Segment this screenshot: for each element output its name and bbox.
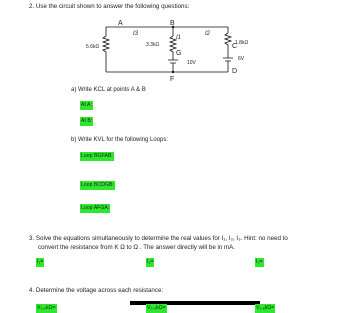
- node-d-label: D: [232, 68, 238, 75]
- loop-bgfab-answer[interactable]: Loop BGFAB:: [81, 153, 113, 159]
- kcl-at-a-answer[interactable]: At A:: [81, 102, 92, 108]
- v-1-8k-answer[interactable]: V₁.₈kΩ=: [256, 305, 275, 311]
- resistor-1-8k-label: 1.8kΩ: [235, 40, 249, 46]
- i1-answer[interactable]: I₁=: [37, 259, 44, 265]
- node-a-label: A: [118, 20, 123, 27]
- i3-answer[interactable]: I₃=: [256, 259, 263, 265]
- question-2-prompt: 2. Use the circuit shown to answer the following questions:: [29, 3, 190, 10]
- node-b-label: B: [170, 20, 175, 27]
- question-3-line-1: 3. Solve the equations simultaneously to determine the real values for I₁, I₂, I₃. Hint: no need to: [29, 235, 288, 242]
- loop-afga-answer[interactable]: Loop AFGA:: [81, 205, 110, 211]
- question-3-line-2: convert the resistance from K Ω to Ω . The answer directly will be in mA.: [38, 244, 236, 251]
- v-5-6k-answer[interactable]: V₅.₆kΩ=: [37, 305, 56, 311]
- battery-6v-label: 6V: [238, 56, 245, 62]
- resistor-5-6k-label: 5.6kΩ: [86, 44, 100, 50]
- node-f-label: F: [170, 76, 175, 83]
- current-i3-label: I3: [133, 31, 139, 37]
- resistor-1-8k: [225, 27, 231, 52]
- i2-answer[interactable]: I₂=: [147, 259, 154, 265]
- part-b-heading: b) Write KVL for the following Loops:: [71, 137, 169, 143]
- current-i1-label: I1: [176, 35, 182, 41]
- resistor-3-3k-label: 3.3kΩ: [146, 42, 160, 48]
- resistor-5-6k: [103, 27, 109, 72]
- node-c-label: C: [232, 43, 238, 50]
- kcl-at-b-answer[interactable]: At B:: [81, 118, 93, 124]
- loop-bcdgb-answer[interactable]: Loop BCDGB:: [81, 182, 114, 188]
- part-a-heading: a) Write KCL at points A & B: [71, 87, 146, 93]
- v-3-3k-answer[interactable]: V₃.₃kΩ=: [147, 305, 166, 311]
- node-g-label: G: [176, 50, 182, 57]
- current-i2-label: I2: [205, 31, 211, 37]
- battery-10v-label: 10V: [187, 60, 196, 66]
- battery-10v: [168, 56, 178, 72]
- question-4-prompt: 4. Determine the voltage across each resistance:: [29, 287, 164, 294]
